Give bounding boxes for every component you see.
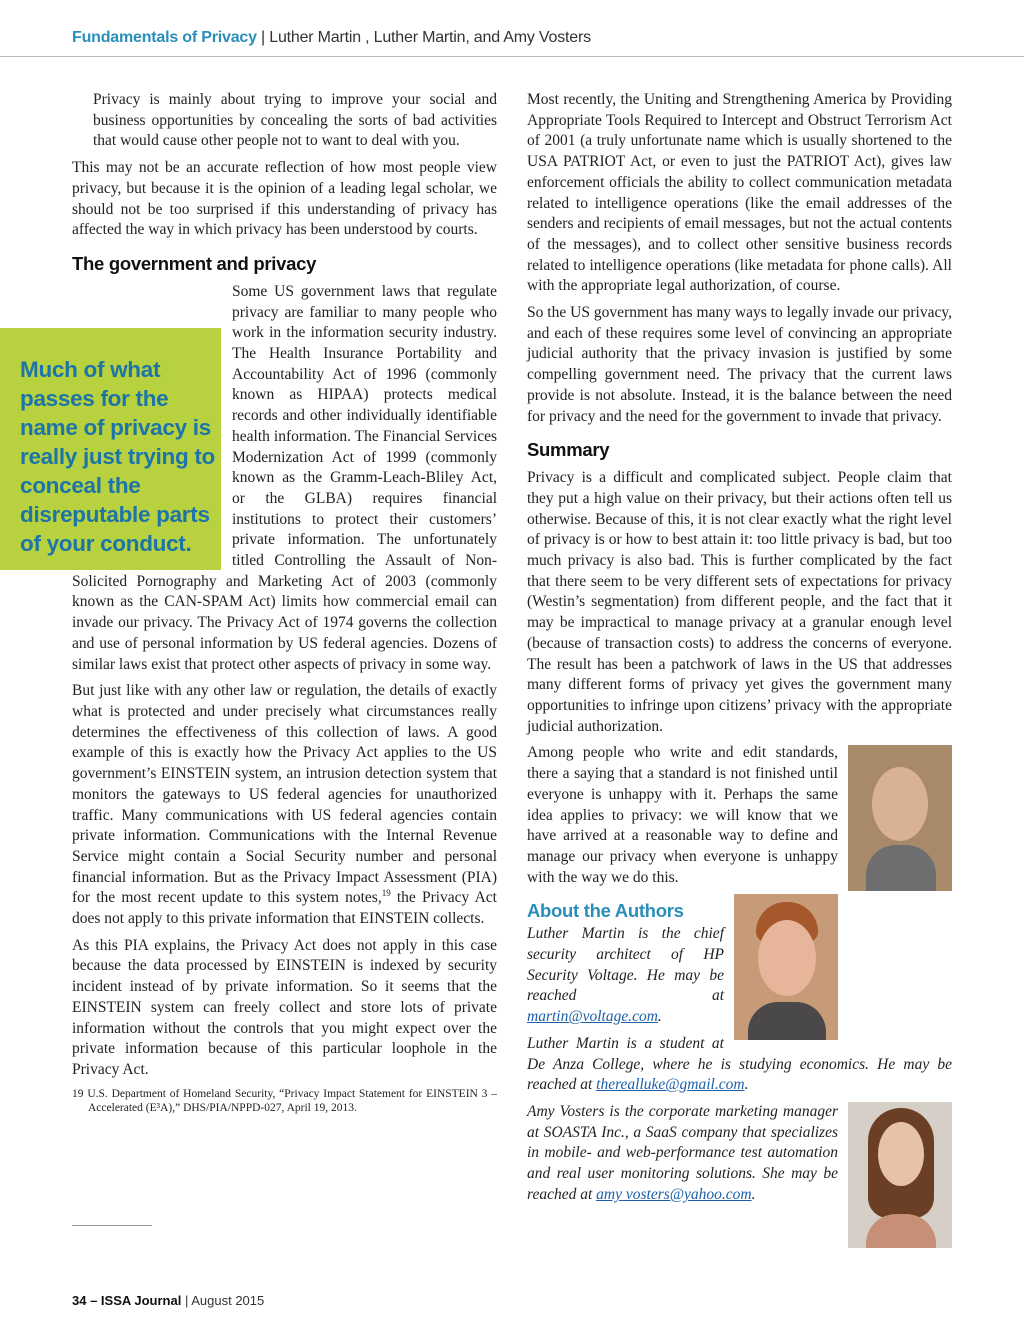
paragraph: Among people who write and edit standards, there a saying that a standard is not finished until everyone is unhappy with it. Perhaps the same idea applies to privacy: we will know that we have arrived at a reasonable way to define and manage our privacy when everyone is unhappy with the way we do this. <box>527 744 838 886</box>
footnote-rule <box>72 1225 152 1226</box>
bio-end: . <box>744 1076 749 1094</box>
page-footer <box>72 1293 264 1308</box>
footnote: 19 U.S. Department of Homeland Security, “Privacy Impact Statement for EINSTEIN 3 – Accelerated (E³A),” DHS/PIA/NPPD-027, April 19, 2013. <box>72 1087 497 1114</box>
footer-separator: | <box>181 1293 192 1308</box>
paragraph-einstein-text: But just like with any other law or regulation, the details of exactly what is protected and under precisely what circumstances really determines the effectiveness of this collection of laws. A good example of this is exactly how the Privacy Act applies to the US government’s EINSTEIN system, an intrusion detection system that monitors the gateways to US federal agencies for unauthorized traffic. Many communications with US federal agencies contain private information. Communications with the Internal Revenue Service might contain a Social Security number and personal financial information. But as the Privacy Impact Assessment (PIA) for the most recent update to this system notes, <box>72 682 497 907</box>
pull-quote-box <box>0 328 221 570</box>
paragraph: As this PIA explains, the Privacy Act does not apply in this case because the data processed by EINSTEIN is indexed by security incident instead of by private information. So it seems that the EINSTEIN system can freely collect and store lots of private information without the controls that you might expect over the private information because of this particular loophole in the Privacy Act. <box>72 936 497 1078</box>
bio-text: Luther Martin is the chief security architect of HP Security Voltage. He may be reached at <box>527 925 724 1005</box>
paragraph: This may not be an accurate reflection of how most people view privacy, but because it is the opinion of a leading legal scholar, we should not be too surprised if this understanding of privacy has affected the way in which privacy has been understood by courts. <box>72 159 497 239</box>
footnote-ref: 19 <box>381 888 391 899</box>
paragraph-laws-text: Some US government laws that regulate privacy are familiar to many people who work in the information security industry. The Health Insurance Portability and Accountability Act of 1996 (commonly known as HIPAA) protects medical records and other individually identifiable health information. The Financial Services Modernization Act of 1999 (commonly known as the Gramm-Leach-Bliley Act, or the GLBA) requires financial institutions to protect their customers’ private information. The unfortunately titled Controlling the Assault of Non-Solicited Pornography and Marketing Act of 2003 (commonly known as the CAN-SPAM Act) limits how commercial email can invade our privacy. The Privacy Act of 1974 governs the collection and use of personal information by US federal agencies. Dozens of similar laws exist that protect other aspects of privacy in some way. <box>72 282 497 673</box>
bio-text: Luther Martin is a student at De Anza College, where he is studying economics. He may be reached at <box>527 1034 952 1094</box>
right-column <box>527 90 952 1252</box>
paragraph: Privacy is a difficult and complicated subject. People claim that they put a high value on their privacy, but their actions often tell us otherwise. Because of this, it is not clear exactly what the right level of privacy is or how to best attain it: too little privacy is bad, but too much privacy is also bad. This is further complicated by the fact that there seem to be very different sets of expectations for privacy (Westin’s segmentation) from different people, and the fact that it may be impractical to manage privacy at a granular enough level (because of transaction costs) to address the concerns of everyone. The result has been a patchwork of laws in the US that addresses many different forms of privacy yet gives the government many opportunities to infringe upon citizens’ privacy with the appropriate judicial authorization. <box>527 469 952 735</box>
paragraph-einstein-tail: the Privacy Act does not apply to this private information that EINSTEIN collects. <box>72 889 497 928</box>
section-heading-summary: Summary <box>527 439 610 461</box>
paragraph-laws <box>20 282 497 675</box>
section-heading-authors: About the Authors <box>527 900 684 922</box>
bio-end: . <box>751 1185 756 1203</box>
email-link[interactable]: therealluke@gmail.com <box>596 1076 745 1094</box>
pull-quote: Much of what passes for the name of privacy is really just trying to conceal the disreputable parts of your conduct. <box>20 356 215 556</box>
header-brand: Fundamentals of Privacy <box>72 29 257 46</box>
footer-date: August 2015 <box>191 1293 265 1308</box>
email-link[interactable]: martin@voltage.com <box>527 1008 658 1026</box>
paragraph-einstein <box>72 681 497 929</box>
header-rule <box>0 56 1024 57</box>
header-separator: | <box>256 29 270 46</box>
block-quote: Privacy is mainly about trying to improve your social and business opportunities by concealing the sorts of bad activities that would cause other people not to want to deal with you. <box>93 91 497 150</box>
section-heading-government: The government and privacy <box>72 252 317 274</box>
author-bio-2 <box>527 1034 952 1096</box>
bio-end: . <box>657 1008 662 1026</box>
paragraph: Most recently, the Uniting and Strengthening America by Providing Appropriate Tools Required to Intercept and Obstruct Terrorism Act of 2001 (a truly unfortunate name which is usually shortened to the USA PATRIOT Act, or even to just the PATRIOT Act), gives law enforcement officials the ability to collect communication metadata related to intelligence operations (like the email addresses of the senders and recipients of email messages, but not the actual contents of the messages), and to collect other sensitive business records related to intelligence operations (like metadata for phone calls). All with the appropriate legal authorization, of course. <box>527 91 952 295</box>
footer-page: 34 – ISSA Journal <box>72 1293 182 1308</box>
author-photo-1 <box>848 745 952 891</box>
author-photo-3 <box>848 1102 952 1248</box>
email-link[interactable]: amy vosters@yahoo.com <box>596 1185 752 1203</box>
left-column <box>20 90 497 1121</box>
paragraph: So the US government has many ways to legally invade our privacy, and each of these requires some level of convincing an appropriate judicial authority that the privacy invasion is justified by some compelling government need. The privacy that the current laws provide is not absolute. Instead, it is the balance between the need for privacy and the need for the government to invade that privacy. <box>527 304 952 425</box>
running-header <box>72 29 591 47</box>
bio-text: Amy Vosters is the corporate marketing manager at SOASTA Inc., a SaaS company that specializes in mobile- and web-performance test automation and real user monitoring solutions. She may be reached at <box>527 1102 838 1203</box>
header-authors: Luther Martin , Luther Martin, and Amy Vosters <box>269 29 591 46</box>
author-photo-2 <box>734 894 838 1040</box>
